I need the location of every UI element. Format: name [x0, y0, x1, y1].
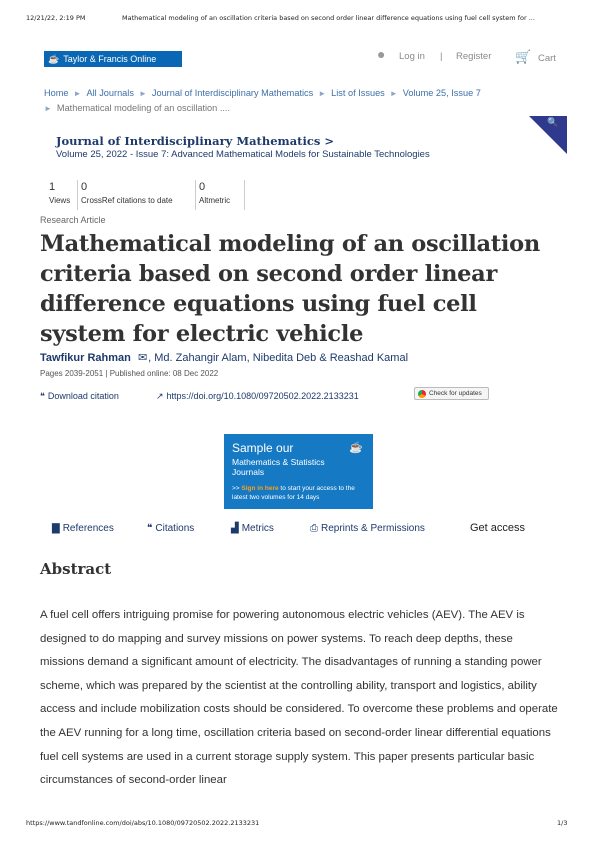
sample-journals-banner[interactable]	[224, 434, 373, 509]
tab-citations[interactable]	[147, 523, 194, 534]
other-authors[interactable]: , Md. Zahangir Alam, Nibedita Deb & Reashad Kamal	[148, 352, 409, 364]
doi-label: https://doi.org/10.1080/09720502.2022.2133231	[166, 391, 359, 401]
print-doc-title: Mathematical modeling of an oscillation criteria based on second order linear difference equations using fuel cell system for ...	[122, 14, 535, 22]
metric-label: CrossRef citations to date	[81, 196, 173, 205]
cart-icon[interactable]: 🛒	[515, 49, 532, 64]
print-url: https://www.tandfonline.com/doi/abs/10.1080/09720502.2022.2133231	[26, 819, 260, 827]
nav-divider: |	[440, 51, 443, 62]
metric-value: 0	[81, 181, 88, 193]
metric-value: 1	[49, 181, 56, 193]
metric-altmetric	[195, 180, 245, 210]
article-title: Mathematical modeling of an oscillation criteria based on second order linear difference equations using fuel cell system for electric vehicle	[40, 231, 540, 347]
banner-line3	[232, 484, 372, 502]
breadcrumb-journal[interactable]: Journal of Interdisciplinary Mathematics	[151, 88, 314, 98]
breadcrumb-separator: ►	[318, 89, 327, 98]
tab-label: Metrics	[241, 523, 274, 534]
quote-icon: ❝	[147, 523, 153, 534]
breadcrumb-home[interactable]: Home	[44, 88, 69, 98]
journal-title-link[interactable]	[56, 134, 334, 148]
lamp-icon: ☕	[48, 53, 60, 64]
banner-signin-link[interactable]: Sign in here	[241, 485, 279, 492]
breadcrumb-list-of-issues[interactable]: List of Issues	[331, 88, 385, 98]
tandf-logo[interactable]	[44, 51, 182, 67]
quote-icon: ❝	[40, 391, 45, 401]
crossmark-icon	[418, 390, 426, 398]
banner-prefix: >>	[232, 485, 242, 492]
article-type: Research Article	[40, 215, 106, 225]
email-icon[interactable]: ✉	[137, 352, 148, 364]
breadcrumb	[44, 86, 564, 116]
breadcrumb-separator: ►	[138, 89, 147, 98]
breadcrumb-current: Mathematical modeling of an oscillation ....	[56, 103, 231, 113]
abstract-heading: Abstract	[40, 560, 112, 578]
register-link[interactable]: Register	[456, 51, 492, 62]
doi-link[interactable]	[156, 391, 359, 402]
lamp-icon: ☕	[349, 442, 363, 454]
check-for-updates-badge[interactable]	[414, 387, 489, 400]
tab-label: References	[62, 523, 114, 534]
download-citation-link[interactable]	[40, 391, 119, 402]
breadcrumb-separator: ►	[389, 89, 398, 98]
metric-value: 0	[199, 181, 206, 193]
book-icon: ▇	[52, 523, 60, 534]
author-list	[40, 351, 408, 364]
journal-name: Journal of Interdisciplinary Mathematics	[56, 134, 321, 148]
author-link[interactable]: Tawfikur Rahman	[40, 352, 131, 364]
logo-text: Taylor & Francis Online	[63, 54, 157, 64]
metric-views	[49, 180, 77, 210]
user-icon[interactable]: ●	[377, 46, 386, 62]
breadcrumb-separator: ►	[44, 104, 52, 113]
pages-published-info: Pages 2039-2051 | Published online: 08 Dec 2022	[40, 369, 219, 378]
tab-metrics[interactable]	[231, 523, 274, 534]
banner-line3-text: to start your access to the latest two volumes for 14 days	[232, 485, 355, 501]
breadcrumb-volume[interactable]: Volume 25, Issue 7	[402, 88, 481, 98]
metric-crossref	[77, 180, 194, 210]
banner-line1: Sample our	[232, 441, 294, 455]
cart-link[interactable]: Cart	[538, 53, 556, 64]
search-icon[interactable]: 🔍	[547, 118, 559, 128]
metric-label: Altmetric	[199, 196, 231, 205]
external-link-icon: ↗	[156, 391, 164, 401]
download-citation-label: Download citation	[47, 391, 119, 401]
check-updates-label: Check for updates	[429, 390, 482, 397]
banner-line2: Mathematics & Statistics Journals	[232, 457, 325, 477]
abstract-text: A fuel cell offers intriguing promise for powering autonomous electric vehicles (AEV). The AEV is designed to do mapping and survey missions on power systems. To reach deep depths, these missions demand a significant amount of electricity. The disadvantages of running a standing power scheme, which was prepared by the scientist at the controlling ability, transport and logistics, ability access and include mobilization costs should be considered. To overcome these problems and operate the AEV running for a long time, oscillation criteria based on second-order linear differential equations fuel cell systems are used in a current storage supply system. This paper presents particular basic circumstances of second-order linear	[40, 609, 558, 787]
print-page-number: 1/3	[557, 819, 568, 827]
breadcrumb-separator: ►	[73, 89, 82, 98]
tab-label: Reprints & Permissions	[321, 523, 425, 534]
print-datetime: 12/21/22, 2:19 PM	[26, 14, 86, 22]
metric-label: Views	[49, 196, 71, 205]
bar-chart-icon: ▟	[231, 523, 239, 534]
login-link[interactable]: Log in	[399, 51, 425, 62]
tab-references[interactable]	[52, 523, 114, 534]
chevron-right-icon: >	[324, 134, 334, 148]
tab-label: Citations	[155, 523, 195, 534]
get-access-button[interactable]: Get access	[470, 522, 526, 534]
issue-link[interactable]: Volume 25, 2022 - Issue 7: Advanced Mathematical Models for Sustainable Technologies	[56, 149, 430, 160]
print-icon: ⎙	[310, 523, 318, 534]
tab-reprints-permissions[interactable]	[310, 523, 425, 534]
breadcrumb-all-journals[interactable]: All Journals	[86, 88, 134, 98]
